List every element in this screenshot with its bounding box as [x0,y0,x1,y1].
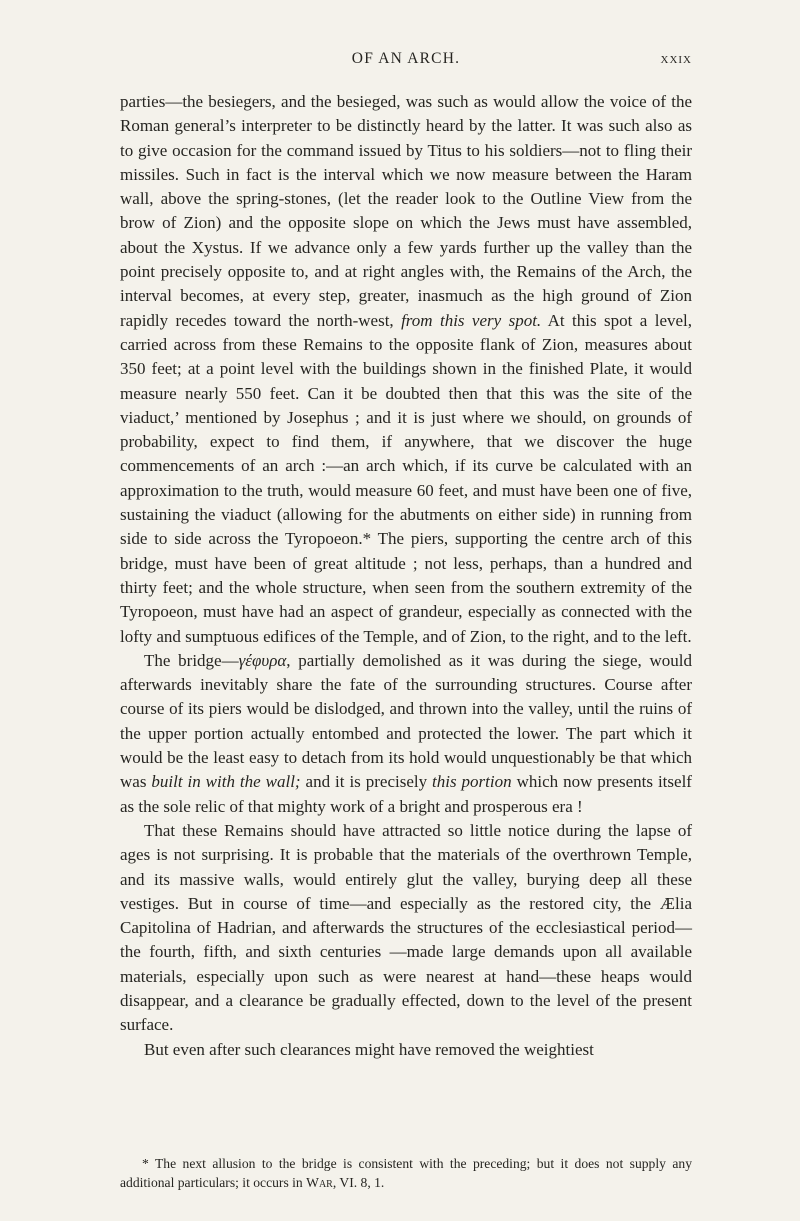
text-run: * The next allusion to the bridge is consistent with the preceding; but it does not supply any additional particulars; it occurs in [120,1156,692,1190]
text-run: But even after such clearances might have removed the weightiest [144,1039,594,1059]
small-caps-text: War [306,1175,333,1190]
paragraph [120,1038,692,1062]
paragraph [120,649,692,819]
italic-text: from this very spot. [401,310,542,330]
italic-text: this portion [432,772,512,792]
text-run: which now presents itself as the sole relic of that mighty work of a bright and prosperous era ! [120,772,692,816]
paragraph [120,90,692,649]
text-run: parties—the besiegers, and the besieged, was such as would allow the voice of the Roman general’s interpreter to be distinctly heard by the latter. It was such also as to give occasion for the command issued by Titus to his soldiers—not to fling their missiles. Such in fact is the interval which we now measure between the Haram wall, above the spring-stones, (let the reader look to the Outline View from the brow of Zion) and the opposite slope on which the Jews must have assembled, about the Xystus. If we advance only a few yards further up the valley than the point precisely opposite to, and at right angles with, the Remains of the Arch, the interval becomes, at every step, greater, inasmuch as the high ground of Zion rapidly recedes toward the north-west, [120,92,692,330]
footnote-text [120,1154,692,1192]
text-run: and it is precisely [300,772,433,792]
text-run: That these Remains should have attracted so little notice during the lapse of ages is not surprising. It is probable that the materials of the overthrown Temple, and its massive walls, would entirely glut the valley, burying deep all these vestiges. But in course of time—and especially as the restored city, the Ælia Capitolina of Hadrian, and afterwards the structures of the ecclesiastical period—the fourth, fifth, and sixth centuries —made large demands upon all available materials, especially upon such as were nearest at hand—these heaps would disappear, and a clearance be gradually effected, down to the level of the present surface. [120,820,692,1035]
text-run: , VI. 8, 1. [332,1175,385,1190]
body-text [120,90,692,1062]
text-run: At this spot a level, carried across from these Remains to the opposite flank of Zion, measures about 350 feet; at a point level with the buildings shown in the finished Plate, it would measure nearly 550 feet. Can it be doubted then that this was the site of the viaduct,’ mentioned by Josephus ; and it is just where we should, on grounds of probability, expect to find them, if anywhere, that we discover the huge commencements of an arch :—an arch which, if its curve be calculated with an approximation to the truth, would measure 60 feet, and must have been one of five, sustaining the viaduct (allowing for the abutments on either side) in running from side to side across the Tyropoeon.* The piers, supporting the centre arch of this bridge, must have been of great altitude ; not less, perhaps, than a hundred and thirty feet; and the whole structure, when seen from the southern extremity of the Tyropoeon, must have had an aspect of grandeur, especially as connected with the lofty and sumptuous edifices of the Temple, and of Zion, to the right, and to the left. [120,310,693,646]
footnote [120,1154,692,1192]
page-number: xxix [660,50,692,67]
paragraph [120,819,692,1038]
text-run: , partially demolished as it was during the siege, would afterwards inevitably share the fate of the surrounding structures. Course after course of its piers would be dislodged, and thrown into the valley, until the ruins of the upper portion actually entombed and protected the lower. The part which it would be the least easy to detach from its hold would unquestionably be that which was [120,650,692,792]
italic-text: built in with the wall; [151,772,301,792]
running-title: OF AN ARCH. [351,50,461,67]
page-header [120,50,692,72]
italic-text: γέφυρα [238,650,287,670]
text-run: The bridge— [144,650,239,670]
